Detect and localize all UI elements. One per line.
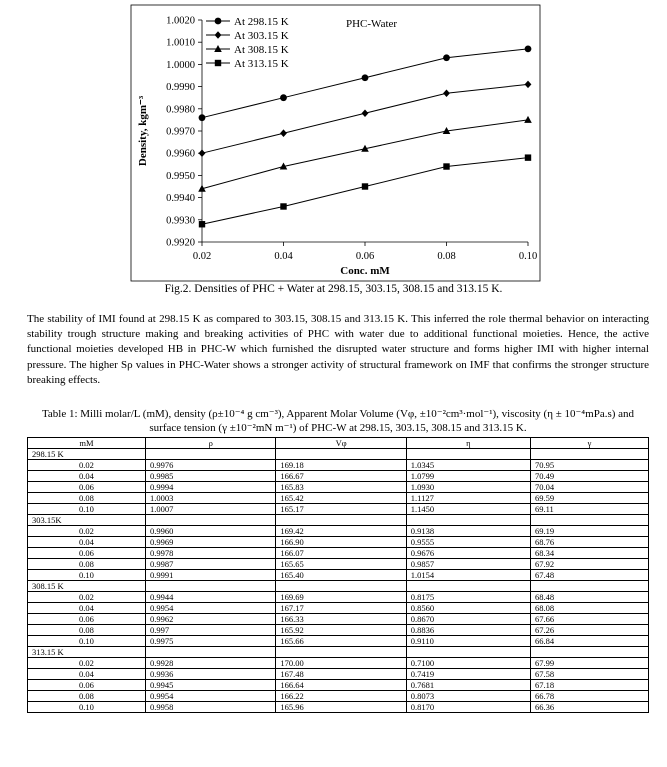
table-cell: 70.04 [530, 482, 648, 493]
y-tick-label: 0.9940 [166, 193, 195, 205]
table-cell: 0.8670 [406, 614, 530, 625]
x-axis-label: Conc. mM [340, 265, 390, 277]
group-label: 313.15 K [28, 647, 146, 658]
table-cell: 0.06 [28, 614, 146, 625]
header-surface-tension: γ [530, 438, 648, 449]
table-row [28, 471, 649, 482]
table-cell: 0.08 [28, 559, 146, 570]
table-cell: 165.42 [276, 493, 406, 504]
y-tick-label: 0.9990 [166, 82, 195, 94]
group-empty-cell [530, 449, 648, 460]
table-cell: 66.36 [530, 702, 648, 713]
x-tick-label: 0.02 [192, 251, 212, 262]
table-row [28, 658, 649, 669]
table-cell: 169.18 [276, 460, 406, 471]
table-cell: 69.59 [530, 493, 648, 504]
header-molar-volume: Vφ [276, 438, 406, 449]
legend-label: At 298.15 K [234, 15, 289, 28]
table-cell: 0.10 [28, 570, 146, 581]
table-cell: 0.9976 [145, 460, 275, 471]
table-cell: 69.11 [530, 504, 648, 515]
table-cell: 0.9991 [145, 570, 275, 581]
y-tick-label: 1.0010 [166, 37, 195, 49]
table-group-row [28, 647, 649, 658]
table-cell: 0.7681 [406, 680, 530, 691]
density-chart [0, 0, 667, 282]
table-cell: 0.10 [28, 636, 146, 647]
table-cell: 165.83 [276, 482, 406, 493]
table-cell: 1.0154 [406, 570, 530, 581]
table-row [28, 702, 649, 713]
table-cell: 167.17 [276, 603, 406, 614]
table-row [28, 691, 649, 702]
group-empty-cell [276, 515, 406, 526]
x-tick-label: 0.08 [437, 251, 456, 262]
table-cell: 68.08 [530, 603, 648, 614]
group-label: 298.15 K [28, 449, 146, 460]
table-cell: 1.0799 [406, 471, 530, 482]
table-cell: 0.997 [145, 625, 275, 636]
table-cell: 166.33 [276, 614, 406, 625]
legend-marker [215, 18, 222, 25]
legend-label: At 303.15 K [234, 29, 289, 42]
table-cell: 0.06 [28, 482, 146, 493]
table-cell: 165.66 [276, 636, 406, 647]
table-cell: 165.92 [276, 625, 406, 636]
table-group-row [28, 581, 649, 592]
x-tick-label: 0.10 [518, 251, 538, 262]
table-cell: 1.1127 [406, 493, 530, 504]
table-cell: 169.42 [276, 526, 406, 537]
table-cell: 0.8836 [406, 625, 530, 636]
group-empty-cell [406, 581, 530, 592]
header-density: ρ [145, 438, 275, 449]
table-cell: 0.9969 [145, 537, 275, 548]
table-cell: 0.02 [28, 460, 146, 471]
table-caption: Table 1: Milli molar/L (mM), density (ρ±10⁻⁴ g cm⁻³), Apparent Molar Volume (Vφ, ±10⁻²cm³·mol⁻¹), viscosity (η ± 10⁻⁴mPa.s) and surface tension (γ ±10⁻²mN m⁻¹) of PHC-W at 298.15, 303.15, 308.15 and 313.15 K. [41, 408, 635, 434]
group-empty-cell [145, 581, 275, 592]
data-point [280, 203, 286, 209]
y-axis-label: Density, kgm⁻³ [137, 95, 149, 167]
table-cell: 0.04 [28, 603, 146, 614]
data-point [199, 114, 206, 121]
table-cell: 67.66 [530, 614, 648, 625]
group-empty-cell [406, 449, 530, 460]
data-point [525, 154, 531, 160]
table-cell: 1.0003 [145, 493, 275, 504]
table-cell: 67.48 [530, 570, 648, 581]
figure-caption: Fig.2. Densities of PHC + Water at 298.15, 303.15, 308.15 and 313.15 K. [164, 283, 503, 295]
table-cell: 66.84 [530, 636, 648, 647]
table-row [28, 636, 649, 647]
table-cell: 0.8073 [406, 691, 530, 702]
header-viscosity: η [406, 438, 530, 449]
table-cell: 0.9954 [145, 603, 275, 614]
data-point [199, 221, 205, 227]
table-cell: 69.19 [530, 526, 648, 537]
table-cell: 68.76 [530, 537, 648, 548]
chart-title: PHC-Water [346, 18, 398, 30]
table-header-row [28, 438, 649, 449]
table-cell: 0.9954 [145, 691, 275, 702]
group-empty-cell [406, 515, 530, 526]
table-cell: 0.8560 [406, 603, 530, 614]
table-cell: 0.08 [28, 691, 146, 702]
table-cell: 0.9928 [145, 658, 275, 669]
table-cell: 165.65 [276, 559, 406, 570]
table-cell: 0.02 [28, 658, 146, 669]
group-label: 303.15K [28, 515, 146, 526]
group-empty-cell [145, 449, 275, 460]
data-table [27, 437, 649, 713]
x-tick-label: 0.06 [355, 251, 375, 262]
y-tick-label: 1.0020 [166, 15, 195, 27]
table-row [28, 537, 649, 548]
table-cell: 70.49 [530, 471, 648, 482]
table-cell: 0.9975 [145, 636, 275, 647]
x-tick-label: 0.04 [274, 251, 293, 262]
table-cell: 166.07 [276, 548, 406, 559]
table-cell: 0.9555 [406, 537, 530, 548]
table-cell: 0.04 [28, 471, 146, 482]
y-tick-label: 0.9950 [166, 170, 195, 182]
table-cell: 0.10 [28, 702, 146, 713]
data-point [443, 163, 449, 169]
table-cell: 0.9962 [145, 614, 275, 625]
body-paragraph: The stability of IMI found at 298.15 K as compared to 303.15, 308.15 and 313.15 K. This inferred the role thermal behavior on interacting stability trough structure making and breaking activities of PHC with water due to additional functional moieties. Hence, the active functional moieties developed HB in PHC-W which furnished the disrupted water structure and forms higher IMI with higher internal pressure. The higher Sρ values in PHC-Water shows a stronger activity of structural framework on IMF that confirms the stronger structure breaking effects. [27, 313, 649, 386]
table-cell: 70.95 [530, 460, 648, 471]
table-cell: 0.06 [28, 680, 146, 691]
y-tick-label: 0.9980 [166, 104, 195, 116]
table-row [28, 614, 649, 625]
table-row [28, 460, 649, 471]
table-cell: 0.9945 [145, 680, 275, 691]
table-cell: 0.9978 [145, 548, 275, 559]
group-empty-cell [276, 581, 406, 592]
table-cell: 0.02 [28, 526, 146, 537]
table-cell: 67.99 [530, 658, 648, 669]
group-empty-cell [406, 647, 530, 658]
table-row [28, 493, 649, 504]
table-cell: 0.9857 [406, 559, 530, 570]
table-row [28, 526, 649, 537]
table-row [28, 504, 649, 515]
table-cell: 165.96 [276, 702, 406, 713]
table-cell: 1.0930 [406, 482, 530, 493]
table-cell: 166.90 [276, 537, 406, 548]
table-cell: 0.9944 [145, 592, 275, 603]
table-cell: 0.08 [28, 625, 146, 636]
group-empty-cell [145, 515, 275, 526]
table-cell: 167.48 [276, 669, 406, 680]
table-cell: 0.9138 [406, 526, 530, 537]
table-row [28, 559, 649, 570]
table-group-row [28, 515, 649, 526]
data-point [362, 183, 368, 189]
table-cell: 0.9994 [145, 482, 275, 493]
y-tick-label: 0.9920 [166, 237, 195, 249]
table-cell: 0.10 [28, 504, 146, 515]
table-cell: 166.67 [276, 471, 406, 482]
table-cell: 165.17 [276, 504, 406, 515]
table-cell: 0.7419 [406, 669, 530, 680]
group-empty-cell [530, 647, 648, 658]
table-row [28, 625, 649, 636]
legend-marker [215, 60, 221, 66]
table-row [28, 603, 649, 614]
table-cell: 0.9936 [145, 669, 275, 680]
y-tick-label: 0.9970 [166, 126, 195, 138]
table-cell: 1.1450 [406, 504, 530, 515]
table-group-row [28, 449, 649, 460]
table-cell: 67.18 [530, 680, 648, 691]
table-cell: 68.34 [530, 548, 648, 559]
table-cell: 0.9960 [145, 526, 275, 537]
table-cell: 67.58 [530, 669, 648, 680]
group-empty-cell [530, 581, 648, 592]
table-cell: 165.40 [276, 570, 406, 581]
table-cell: 0.8175 [406, 592, 530, 603]
table-cell: 0.08 [28, 493, 146, 504]
table-cell: 66.78 [530, 691, 648, 702]
legend-label: At 308.15 K [234, 43, 289, 56]
group-empty-cell [145, 647, 275, 658]
table-cell: 166.64 [276, 680, 406, 691]
table-cell: 1.0007 [145, 504, 275, 515]
table-cell: 0.04 [28, 537, 146, 548]
group-empty-cell [276, 647, 406, 658]
table-cell: 170.00 [276, 658, 406, 669]
table-cell: 68.48 [530, 592, 648, 603]
data-point [443, 54, 450, 61]
table-cell: 0.06 [28, 548, 146, 559]
table-row [28, 592, 649, 603]
group-empty-cell [530, 515, 648, 526]
data-point [280, 94, 287, 101]
group-label: 308.15 K [28, 581, 146, 592]
table-cell: 0.9676 [406, 548, 530, 559]
table-cell: 166.22 [276, 691, 406, 702]
table-row [28, 669, 649, 680]
table-cell: 0.02 [28, 592, 146, 603]
table-cell: 0.7100 [406, 658, 530, 669]
table-cell: 0.9985 [145, 471, 275, 482]
table-row [28, 570, 649, 581]
header-mm: mM [28, 438, 146, 449]
table-cell: 67.26 [530, 625, 648, 636]
legend-label: At 313.15 K [234, 57, 289, 70]
table-row [28, 482, 649, 493]
table-cell: 0.9110 [406, 636, 530, 647]
y-tick-label: 0.9960 [166, 148, 195, 160]
y-tick-label: 1.0000 [166, 59, 195, 71]
table-cell: 0.04 [28, 669, 146, 680]
table-cell: 67.92 [530, 559, 648, 570]
table-cell: 1.0345 [406, 460, 530, 471]
table-row [28, 680, 649, 691]
group-empty-cell [276, 449, 406, 460]
table-cell: 169.69 [276, 592, 406, 603]
table-cell: 0.9987 [145, 559, 275, 570]
data-point [525, 45, 532, 52]
table-cell: 0.8170 [406, 702, 530, 713]
y-tick-label: 0.9930 [166, 215, 195, 227]
table-cell: 0.9958 [145, 702, 275, 713]
data-point [362, 74, 369, 81]
table-row [28, 548, 649, 559]
